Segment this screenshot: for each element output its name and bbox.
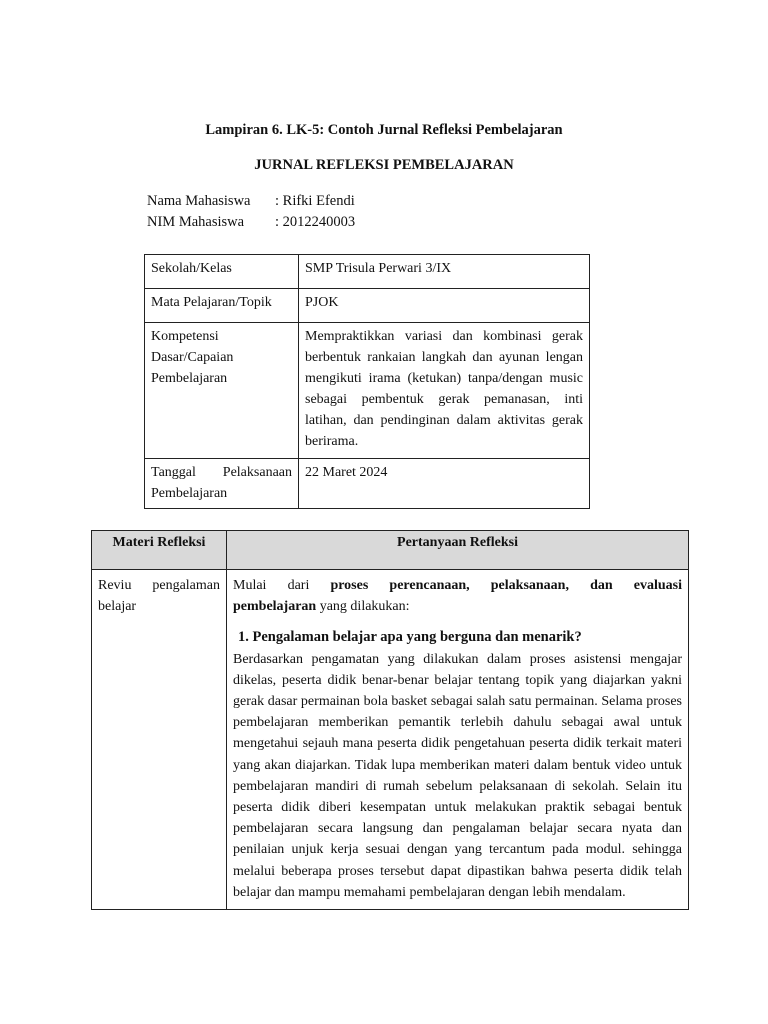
competency-value: Mempraktikkan variasi dan kombinasi gerak berbentuk rankaian langkah dan ayunan lengan mengikuti irama (ketukan) tanpa/dengan music sebagai pembentuk gerak pemanasan, inti latihan, dan pendinginan dalam aktivitas gerak berirama. bbox=[299, 323, 590, 459]
table-row bbox=[145, 323, 590, 459]
class-info-table bbox=[144, 254, 590, 509]
date-label bbox=[145, 459, 299, 509]
competency-label bbox=[145, 323, 299, 459]
document-title: JURNAL REFLEKSI PEMBELAJARAN bbox=[254, 157, 514, 173]
table-row bbox=[145, 289, 590, 323]
reflection-intro bbox=[233, 575, 682, 617]
subject-value: PJOK bbox=[299, 289, 590, 323]
intro-word: dan bbox=[590, 578, 613, 593]
subject-label: Mata Pelajaran/Topik bbox=[145, 289, 299, 323]
intro-bold-text: pembelajaran bbox=[233, 599, 317, 615]
table-row bbox=[145, 459, 590, 509]
reflection-answer: Berdasarkan pengamatan yang dilakukan dalam proses asistensi mengajar dikelas, peserta didik benar-benar belajar tentang topik yang diajarkan yakni gerak dasar permainan bola basket sebagai salah satu permainan. Selama proses pembelajaran memberikan pemantik terlebih dahulu sebagai awal untuk mengetahui sejauh mana peserta didik pengetahuan peserta didik terkait materi yang akan diajarkan. Tidak lupa memberikan materi dalam bentuk video untuk pembelajaran mandiri di rumah sebelum pelaksanaan di sekolah. Selain itu peserta didik diberi kesempatan untuk melakukan praktik sebagai bentuk pembelajaran secara langsung dan pengalaman belajar secara nyata dan penilaian unjuk kerja sesuai dengan yang tercantum pada modul. sehingga melalui beberapa proses tersebut dapat dipastikan bahwa peserta didik telah belajar dan mampu memahami pembelajaran dengan lebih mendalam. bbox=[233, 651, 682, 900]
student-nim-value: : 2012240003 bbox=[275, 214, 356, 230]
reflection-table bbox=[91, 530, 689, 910]
student-name-value: : Rifki Efendi bbox=[275, 193, 355, 209]
date-label-word: Tanggal bbox=[151, 465, 196, 480]
student-nim-row bbox=[147, 214, 355, 231]
competency-label-line: Dasar/Capaian bbox=[151, 350, 234, 365]
intro-line bbox=[233, 575, 682, 596]
material-label-line bbox=[98, 575, 220, 596]
reflection-question: 1. Pengalaman belajar apa yang berguna dan menarik? bbox=[238, 629, 582, 646]
student-name-row bbox=[147, 193, 355, 210]
table-header-row bbox=[92, 531, 689, 570]
school-value: SMP Trisula Perwari 3/IX bbox=[299, 255, 590, 289]
intro-word: Mulai bbox=[233, 578, 267, 593]
intro-word: perencanaan, bbox=[389, 578, 470, 593]
date-label-line: Pembelajaran bbox=[151, 486, 228, 501]
student-name-label: Nama Mahasiswa bbox=[147, 193, 251, 209]
intro-line bbox=[233, 596, 682, 617]
column-header-material: Materi Refleksi bbox=[92, 531, 227, 570]
table-row bbox=[145, 255, 590, 289]
date-value: 22 Maret 2024 bbox=[299, 459, 590, 509]
school-label: Sekolah/Kelas bbox=[145, 255, 299, 289]
intro-word: dari bbox=[287, 578, 310, 593]
material-cell bbox=[92, 570, 227, 910]
appendix-title: Lampiran 6. LK-5: Contoh Jurnal Refleksi Pembelajaran bbox=[205, 122, 563, 138]
material-label-word: pengalaman bbox=[152, 578, 220, 593]
student-nim-label: NIM Mahasiswa bbox=[147, 214, 245, 230]
question-cell bbox=[227, 570, 689, 910]
intro-word: pelaksanaan, bbox=[490, 578, 569, 593]
column-header-question: Pertanyaan Refleksi bbox=[227, 531, 689, 570]
intro-text: yang dilakukan: bbox=[316, 599, 410, 615]
intro-word: proses bbox=[330, 578, 369, 593]
date-label-line bbox=[151, 462, 292, 483]
intro-word: evaluasi bbox=[633, 578, 682, 593]
material-label-line: belajar bbox=[98, 599, 137, 615]
table-row bbox=[92, 570, 689, 910]
competency-label-line: Pembelajaran bbox=[151, 371, 228, 386]
material-label-word: Reviu bbox=[98, 578, 132, 593]
competency-label-line: Kompetensi bbox=[151, 329, 219, 344]
date-label-word: Pelaksanaan bbox=[222, 465, 292, 480]
